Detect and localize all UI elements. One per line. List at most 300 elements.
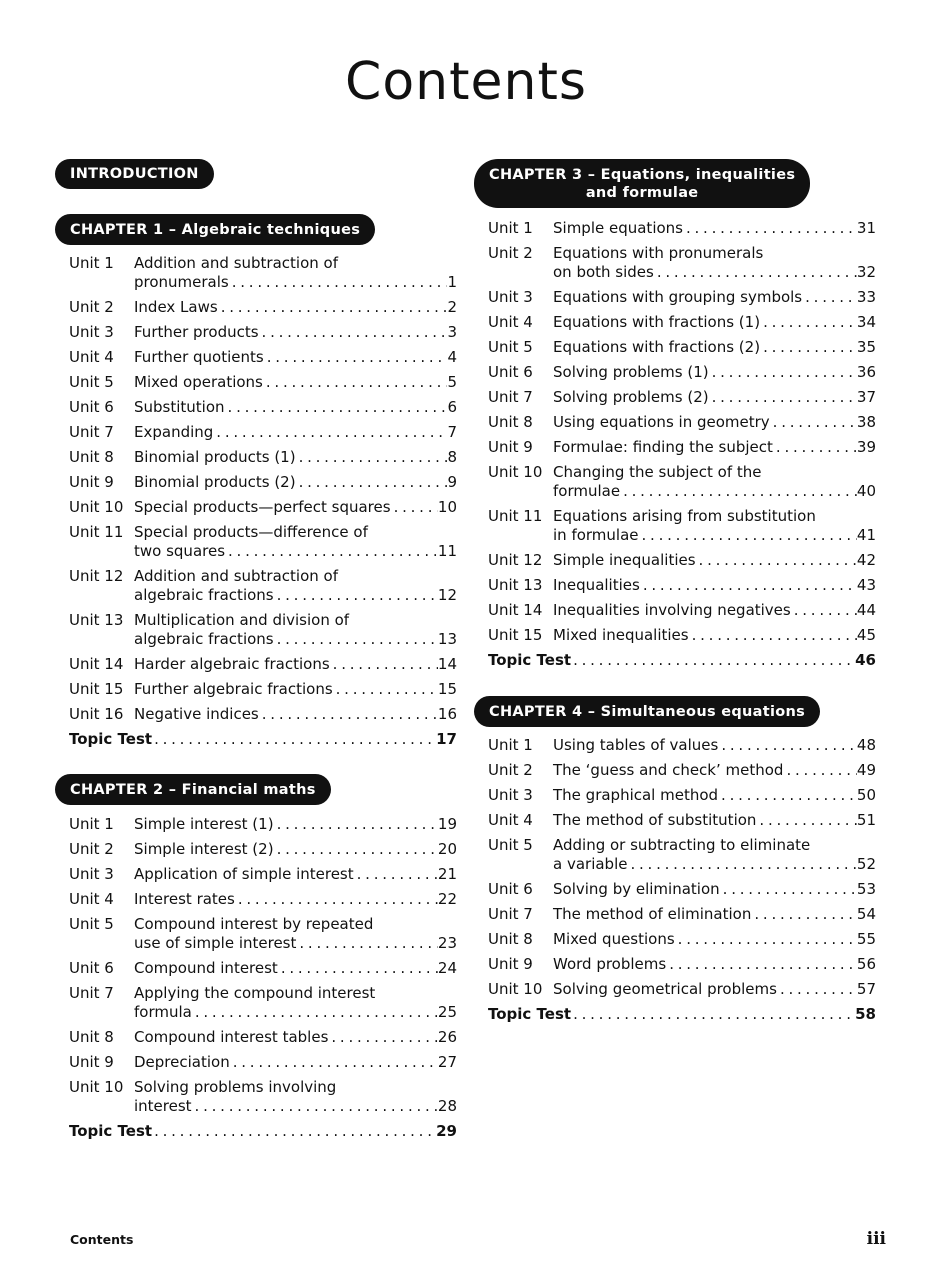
entry-title: Solving problems (2) — [553, 388, 709, 406]
page-number: 17 — [436, 730, 457, 748]
chapter-3-title-line1: CHAPTER 3 – Equations, inequalities — [489, 166, 796, 183]
entry-body — [553, 601, 876, 620]
entry-title: Solving geometrical problems — [553, 980, 777, 998]
entry-body — [553, 626, 876, 645]
dot-leader — [277, 840, 438, 859]
dot-leader — [699, 551, 857, 570]
entry-line — [553, 930, 876, 949]
entry-line — [134, 542, 457, 561]
dot-leader — [299, 934, 438, 953]
entry-line — [553, 526, 876, 545]
dot-leader — [216, 423, 447, 442]
entry-title: Special products—difference of — [134, 523, 368, 541]
page-number: 37 — [856, 388, 876, 406]
page-number: 51 — [856, 811, 876, 829]
entry-title: Applying the compound interest — [134, 984, 376, 1002]
toc-entry — [69, 815, 457, 834]
entry-line — [134, 959, 457, 978]
page-number: 45 — [856, 626, 876, 644]
unit-label: Unit 16 — [69, 705, 124, 723]
topic-test-label: Topic Test — [69, 730, 153, 748]
unit-label: Unit 8 — [69, 448, 114, 466]
topic-test-label: Topic Test — [488, 651, 572, 669]
unit-label: Unit 14 — [69, 655, 124, 673]
dot-leader — [692, 626, 857, 645]
page-number: 6 — [447, 398, 457, 416]
entry-body — [553, 811, 876, 830]
unit-label: Unit 1 — [69, 815, 114, 833]
entry-title: Solving by elimination — [553, 880, 720, 898]
entry-body — [553, 576, 876, 595]
toc-entry — [69, 865, 457, 884]
entry-line — [553, 626, 876, 645]
entry-line — [134, 1078, 457, 1097]
dot-leader — [228, 542, 438, 561]
dot-leader — [657, 263, 857, 282]
entry-line — [134, 1053, 457, 1072]
entry-line — [134, 567, 457, 586]
entry-title: Mixed questions — [553, 930, 675, 948]
entry-line — [134, 273, 457, 292]
toc-entry — [69, 1053, 457, 1072]
page-number: 54 — [856, 905, 876, 923]
entry-line — [553, 955, 876, 974]
page-number: 11 — [437, 542, 457, 560]
entry-body — [553, 413, 876, 432]
dot-leader — [759, 811, 856, 830]
unit-label: Unit 13 — [488, 576, 543, 594]
dot-leader — [678, 930, 857, 949]
entry-line — [553, 463, 876, 482]
entry-line — [553, 263, 876, 282]
dot-leader — [573, 1005, 851, 1024]
entry-title: Equations with fractions (1) — [553, 313, 761, 331]
toc-entry — [69, 1078, 457, 1116]
page-number: 12 — [437, 586, 457, 604]
entry-line — [553, 905, 876, 924]
page-number: 2 — [447, 298, 457, 316]
toc-entry — [488, 980, 876, 999]
unit-label: Unit 1 — [488, 736, 533, 754]
topic-test-entry — [488, 1005, 876, 1024]
unit-label: Unit 7 — [69, 423, 114, 441]
unit-label: Unit 5 — [488, 338, 533, 356]
toc-entry — [488, 313, 876, 332]
entry-title: Simple inequalities — [553, 551, 696, 569]
toc-entry — [69, 984, 457, 1022]
entry-line — [134, 890, 457, 909]
dot-leader — [776, 438, 857, 457]
page-number: 53 — [856, 880, 876, 898]
chapter-3-entries — [488, 219, 876, 670]
entry-body — [134, 498, 457, 517]
page-number: 14 — [437, 655, 457, 673]
unit-label: Unit 10 — [488, 463, 543, 481]
chapter-3-title-line2: and formulae — [585, 184, 699, 201]
entry-title: formulae — [553, 482, 621, 500]
unit-label: Unit 9 — [488, 438, 533, 456]
entry-title: The method of substitution — [553, 811, 757, 829]
entry-line — [553, 880, 876, 899]
page-number: 40 — [856, 482, 876, 500]
toc-entry — [488, 438, 876, 457]
toc-entry — [488, 363, 876, 382]
entry-line — [134, 473, 457, 492]
entry-line — [553, 551, 876, 570]
entry-body — [134, 423, 457, 442]
unit-label: Unit 10 — [488, 980, 543, 998]
toc-entry — [69, 959, 457, 978]
entry-line — [134, 705, 457, 724]
dot-leader — [266, 373, 448, 392]
entry-body — [553, 955, 876, 974]
unit-label: Unit 7 — [488, 388, 533, 406]
unit-label: Unit 10 — [69, 498, 124, 516]
page-number: 1 — [447, 273, 457, 291]
dot-leader — [277, 630, 438, 649]
unit-label: Unit 10 — [69, 1078, 124, 1096]
entry-line — [553, 786, 876, 805]
unit-label: Unit 5 — [69, 915, 114, 933]
unit-label: Unit 14 — [488, 601, 543, 619]
entry-line — [134, 611, 457, 630]
dot-leader — [267, 348, 448, 367]
chapter-3-heading — [474, 159, 810, 208]
dot-leader — [721, 736, 857, 755]
entry-line — [553, 507, 876, 526]
topic-test-entry — [488, 651, 876, 670]
dot-leader — [195, 1097, 438, 1116]
entry-line — [553, 413, 876, 432]
unit-label: Unit 12 — [488, 551, 543, 569]
toc-entry — [69, 398, 457, 417]
entry-line — [134, 984, 457, 1003]
entry-title: Depreciation — [134, 1053, 230, 1071]
toc-entry — [488, 551, 876, 570]
entry-title: Compound interest tables — [134, 1028, 329, 1046]
toc-entry — [69, 840, 457, 859]
dot-leader — [331, 1028, 438, 1047]
entry-title: The ‘guess and check’ method — [553, 761, 784, 779]
entry-body — [134, 1028, 457, 1047]
dot-leader — [262, 323, 448, 342]
entry-title: Solving problems involving — [134, 1078, 337, 1096]
entry-line — [134, 680, 457, 699]
entry-body — [553, 244, 876, 282]
footer-section-label: Contents — [70, 1232, 134, 1247]
page-number: 31 — [856, 219, 876, 237]
topic-test-label: Topic Test — [69, 1122, 153, 1140]
entry-line — [134, 1003, 457, 1022]
unit-label: Unit 3 — [69, 865, 114, 883]
unit-label: Unit 1 — [488, 219, 533, 237]
dot-leader — [281, 959, 438, 978]
page-number: 56 — [856, 955, 876, 973]
dot-leader — [721, 786, 857, 805]
entry-body — [553, 313, 876, 332]
entry-title: Inequalities involving negatives — [553, 601, 791, 619]
page-number: 36 — [856, 363, 876, 381]
page-number: 49 — [856, 761, 876, 779]
entry-title: a variable — [553, 855, 628, 873]
entry-line — [134, 915, 457, 934]
entry-body — [134, 567, 457, 605]
entry-title: formula — [134, 1003, 192, 1021]
page-number: 7 — [447, 423, 457, 441]
entry-line — [553, 855, 876, 874]
entry-body — [134, 680, 457, 699]
dot-leader — [232, 273, 448, 292]
entry-title: Index Laws — [134, 298, 218, 316]
unit-label: Unit 15 — [488, 626, 543, 644]
dot-leader — [754, 905, 857, 924]
entry-body — [134, 473, 457, 492]
entry-body — [553, 930, 876, 949]
entry-line — [553, 980, 876, 999]
entry-line — [553, 576, 876, 595]
entry-line — [134, 398, 457, 417]
dot-leader — [712, 388, 857, 407]
page-number: 50 — [856, 786, 876, 804]
toc-entry — [488, 413, 876, 432]
entry-body — [553, 736, 876, 755]
entry-line — [134, 448, 457, 467]
entry-title: Substitution — [134, 398, 225, 416]
toc-entry — [69, 611, 457, 649]
page-number: 27 — [437, 1053, 457, 1071]
page-number: 22 — [437, 890, 457, 908]
entry-title: in formulae — [553, 526, 639, 544]
entry-title: algebraic fractions — [134, 630, 274, 648]
dot-leader — [277, 586, 438, 605]
entry-title: Formulae: finding the subject — [553, 438, 773, 456]
unit-label: Unit 6 — [69, 959, 114, 977]
entry-line — [134, 840, 457, 859]
chapter-1-entries — [69, 254, 457, 749]
topic-test-entry — [69, 1122, 457, 1141]
toc-entry — [488, 463, 876, 501]
entry-line — [553, 736, 876, 755]
unit-label: Unit 5 — [69, 373, 114, 391]
entry-title: The graphical method — [553, 786, 719, 804]
dot-leader — [357, 865, 438, 884]
toc-entry — [69, 448, 457, 467]
entry-body — [553, 388, 876, 407]
entry-body — [553, 463, 876, 501]
entry-body — [134, 323, 457, 342]
unit-label: Unit 5 — [488, 836, 533, 854]
toc-entry — [69, 705, 457, 724]
toc-entry — [488, 601, 876, 620]
entry-title: Further quotients — [134, 348, 264, 366]
unit-label: Unit 6 — [69, 398, 114, 416]
toc-entry — [69, 423, 457, 442]
toc-entry — [69, 498, 457, 517]
unit-label: Unit 3 — [488, 288, 533, 306]
toc-entry — [69, 915, 457, 953]
entry-body — [134, 398, 457, 417]
toc-entry — [69, 323, 457, 342]
entry-line — [553, 313, 876, 332]
entry-title: pronumerals — [134, 273, 229, 291]
toc-entry — [488, 880, 876, 899]
unit-label: Unit 4 — [488, 811, 533, 829]
dot-leader — [763, 338, 857, 357]
entry-line — [134, 323, 457, 342]
entry-title: Mixed inequalities — [553, 626, 689, 644]
unit-label: Unit 9 — [69, 1053, 114, 1071]
entry-body — [553, 507, 876, 545]
entry-title: Adding or subtracting to eliminate — [553, 836, 811, 854]
entry-line — [553, 761, 876, 780]
entry-title: interest — [134, 1097, 192, 1115]
dot-leader — [394, 498, 438, 517]
entry-body — [134, 984, 457, 1022]
entry-title: Further algebraic fractions — [134, 680, 333, 698]
dot-leader — [154, 1122, 432, 1141]
entry-title: Negative indices — [134, 705, 259, 723]
page-number: 41 — [856, 526, 876, 544]
toc-entry — [69, 348, 457, 367]
unit-label: Unit 8 — [69, 1028, 114, 1046]
dot-leader — [238, 890, 438, 909]
entry-line — [134, 423, 457, 442]
unit-label: Unit 3 — [69, 323, 114, 341]
unit-label: Unit 3 — [488, 786, 533, 804]
entry-line — [134, 815, 457, 834]
dot-leader — [195, 1003, 438, 1022]
entry-title: Compound interest by repeated — [134, 915, 374, 933]
entry-line — [134, 655, 457, 674]
entry-body — [553, 836, 876, 874]
entry-body — [553, 363, 876, 382]
unit-label: Unit 9 — [488, 955, 533, 973]
entry-body — [553, 905, 876, 924]
entry-line — [553, 811, 876, 830]
entry-line — [134, 586, 457, 605]
toc-entry — [69, 473, 457, 492]
toc-entry — [69, 1028, 457, 1047]
page-number: 20 — [437, 840, 457, 858]
entry-title: Further products — [134, 323, 259, 341]
entry-body — [134, 373, 457, 392]
topic-test-label: Topic Test — [488, 1005, 572, 1023]
entry-body — [553, 880, 876, 899]
toc-entry — [488, 761, 876, 780]
unit-label: Unit 7 — [69, 984, 114, 1002]
unit-label: Unit 4 — [488, 313, 533, 331]
entry-body — [553, 761, 876, 780]
entry-title: Binomial products (1) — [134, 448, 296, 466]
page-number: 23 — [437, 934, 457, 952]
toc-entry — [69, 298, 457, 317]
entry-line — [134, 373, 457, 392]
entry-title: Multiplication and division of — [134, 611, 350, 629]
entry-body — [553, 551, 876, 570]
entry-title: Using equations in geometry — [553, 413, 770, 431]
unit-label: Unit 2 — [69, 298, 114, 316]
toc-entry — [488, 338, 876, 357]
entry-body — [134, 448, 457, 467]
entry-title: Equations with pronumerals — [553, 244, 764, 262]
unit-label: Unit 9 — [69, 473, 114, 491]
unit-label: Unit 6 — [488, 363, 533, 381]
entry-title: Solving problems (1) — [553, 363, 709, 381]
entry-title: algebraic fractions — [134, 586, 274, 604]
entry-title: Special products—perfect squares — [134, 498, 391, 516]
page-number: 13 — [437, 630, 457, 648]
unit-label: Unit 2 — [488, 761, 533, 779]
dot-leader — [786, 761, 856, 780]
page-number: 10 — [437, 498, 457, 516]
chapter-2-entries — [69, 815, 457, 1141]
entry-title: Word problems — [553, 955, 667, 973]
chapter-2-heading: CHAPTER 2 – Financial maths — [55, 774, 331, 805]
entry-title: Inequalities — [553, 576, 640, 594]
dot-leader — [805, 288, 857, 307]
page-number: 25 — [437, 1003, 457, 1021]
entry-body — [134, 1078, 457, 1116]
page-number: 15 — [437, 680, 457, 698]
page-number: 32 — [856, 263, 876, 281]
page-number: 28 — [437, 1097, 457, 1115]
entry-line — [553, 338, 876, 357]
unit-label: Unit 13 — [69, 611, 124, 629]
entry-body — [553, 219, 876, 238]
toc-entry — [488, 244, 876, 282]
entry-line — [134, 254, 457, 273]
entry-line — [134, 523, 457, 542]
entry-body — [553, 980, 876, 999]
dot-leader — [712, 363, 857, 382]
unit-label: Unit 2 — [488, 244, 533, 262]
unit-label: Unit 4 — [69, 890, 114, 908]
unit-label: Unit 2 — [69, 840, 114, 858]
dot-leader — [277, 815, 438, 834]
dot-leader — [780, 980, 857, 999]
dot-leader — [154, 730, 432, 749]
unit-label: Unit 15 — [69, 680, 124, 698]
entry-title: Simple interest (1) — [134, 815, 274, 833]
entry-line — [134, 1028, 457, 1047]
entry-body — [134, 348, 457, 367]
page-number: 29 — [436, 1122, 457, 1140]
entry-body — [134, 959, 457, 978]
page-number: 34 — [856, 313, 876, 331]
entry-line — [134, 348, 457, 367]
dot-leader — [794, 601, 857, 620]
introduction-heading: INTRODUCTION — [55, 159, 214, 189]
page-number: 44 — [856, 601, 876, 619]
entry-title: Equations arising from substitution — [553, 507, 816, 525]
entry-title: Compound interest — [134, 959, 278, 977]
page-number: 26 — [437, 1028, 457, 1046]
toc-entry — [69, 373, 457, 392]
page-number: 52 — [856, 855, 876, 873]
dot-leader — [630, 855, 856, 874]
entry-title: Mixed operations — [134, 373, 263, 391]
unit-label: Unit 4 — [69, 348, 114, 366]
page-number: 33 — [856, 288, 876, 306]
page-number: 48 — [856, 736, 876, 754]
entry-title: use of simple interest — [134, 934, 297, 952]
toc-entry — [69, 655, 457, 674]
entry-title: Binomial products (2) — [134, 473, 296, 491]
chapter-4-heading: CHAPTER 4 – Simultaneous equations — [474, 696, 820, 727]
dot-leader — [299, 473, 448, 492]
entry-title: Application of simple interest — [134, 865, 354, 883]
page-number: 35 — [856, 338, 876, 356]
